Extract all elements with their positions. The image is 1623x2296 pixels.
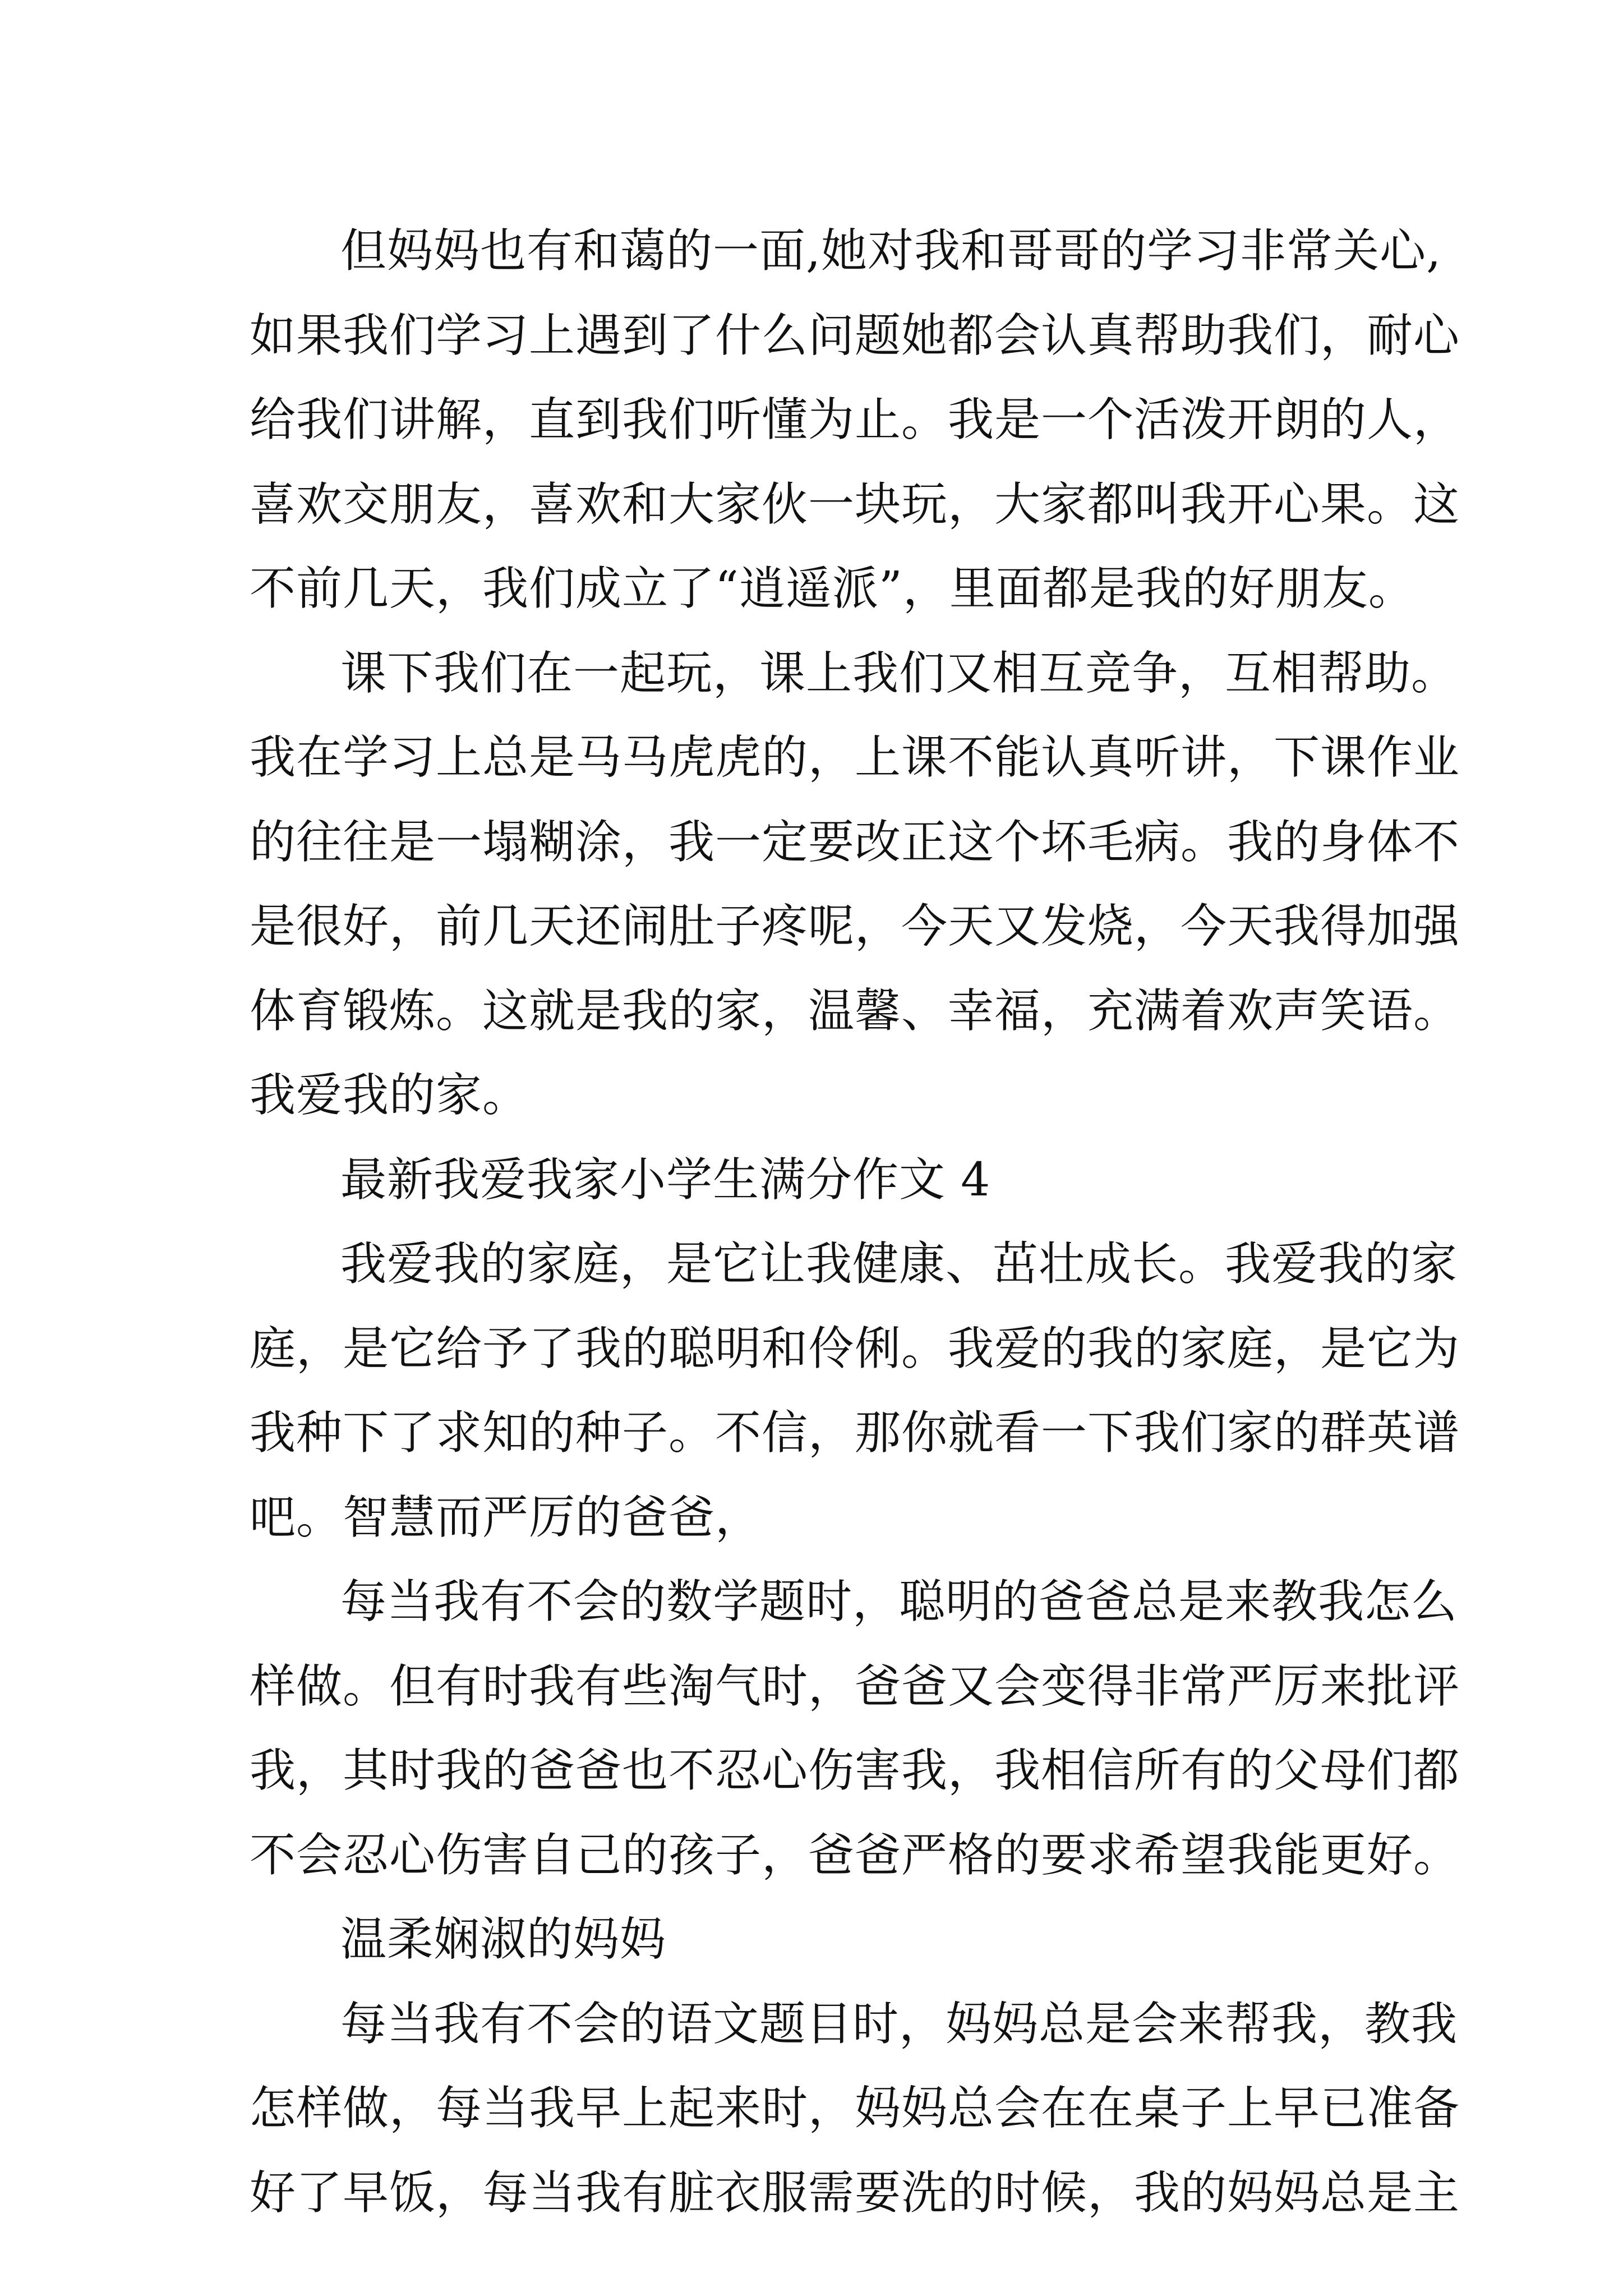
text-line: 课下我们在一起玩，课上我们又相互竞争，互相帮助。: [340, 646, 1458, 700]
text-line: 我种下了求知的种子。不信，那你就看一下我们家的群英谱: [250, 1406, 1460, 1460]
essay-text-block: [250, 209, 1460, 2235]
text-line: 样做。但有时我有些淘气时，爸爸又会变得非常严厉来批评: [250, 1659, 1460, 1713]
text-line: 庭，是它给予了我的聪明和伶俐。我爱的我的家庭，是它为: [250, 1322, 1460, 1375]
text-line: 我在学习上总是马马虎虎的，上课不能认真听讲，下课作业: [250, 731, 1460, 784]
text-line: 给我们讲解，直到我们听懂为止。我是一个活泼开朗的人，: [250, 393, 1460, 447]
subheading-line: 温柔娴淑的妈妈: [340, 1913, 667, 1966]
text-line: 每当我有不会的数学题时，聪明的爸爸总是来教我怎么: [340, 1575, 1458, 1628]
text-line: 但妈妈也有和蔼的一面,她对我和哥哥的学习非常关心,: [340, 224, 1442, 278]
text-line: 怎样做，每当我早上起来时，妈妈总会在在桌子上早已准备: [250, 2082, 1460, 2135]
text-line: 好了早饭，每当我有脏衣服需要洗的时候，我的妈妈总是主: [250, 2166, 1460, 2220]
text-line: 是很好，前几天还闹肚子疼呢，今天又发烧，今天我得加强: [250, 900, 1460, 953]
text-line: 每当我有不会的语文题目时，妈妈总是会来帮我，教我: [340, 1997, 1458, 2051]
text-line: 不会忍心伤害自己的孩子，爸爸严格的要求希望我能更好。: [250, 1828, 1460, 1882]
section-heading: 最新我爱我家小学生满分作文 4: [340, 1153, 991, 1207]
text-line: 我爱我的家。: [250, 1069, 529, 1122]
text-line: 喜欢交朋友，喜欢和大家伙一块玩，大家都叫我开心果。这: [250, 477, 1460, 531]
text-line: 如果我们学习上遇到了什么问题她都会认真帮助我们，耐心: [250, 309, 1460, 362]
text-line: 不前几天，我们成立了“逍遥派”，里面都是我的好朋友。: [250, 562, 1415, 615]
text-line: 的往往是一塌糊涂，我一定要改正这个坏毛病。我的身体不: [250, 815, 1460, 869]
text-line: 吧。智慧而严厉的爸爸，: [250, 1490, 762, 1544]
text-line: 我，其时我的爸爸也不忍心伤害我，我相信所有的父母们都: [250, 1744, 1460, 1797]
text-line: 体育锻炼。这就是我的家，温馨、幸福，充满着欢声笑语。: [250, 984, 1460, 1038]
text-line: 我爱我的家庭，是它让我健康、茁壮成长。我爱我的家: [340, 1237, 1458, 1291]
